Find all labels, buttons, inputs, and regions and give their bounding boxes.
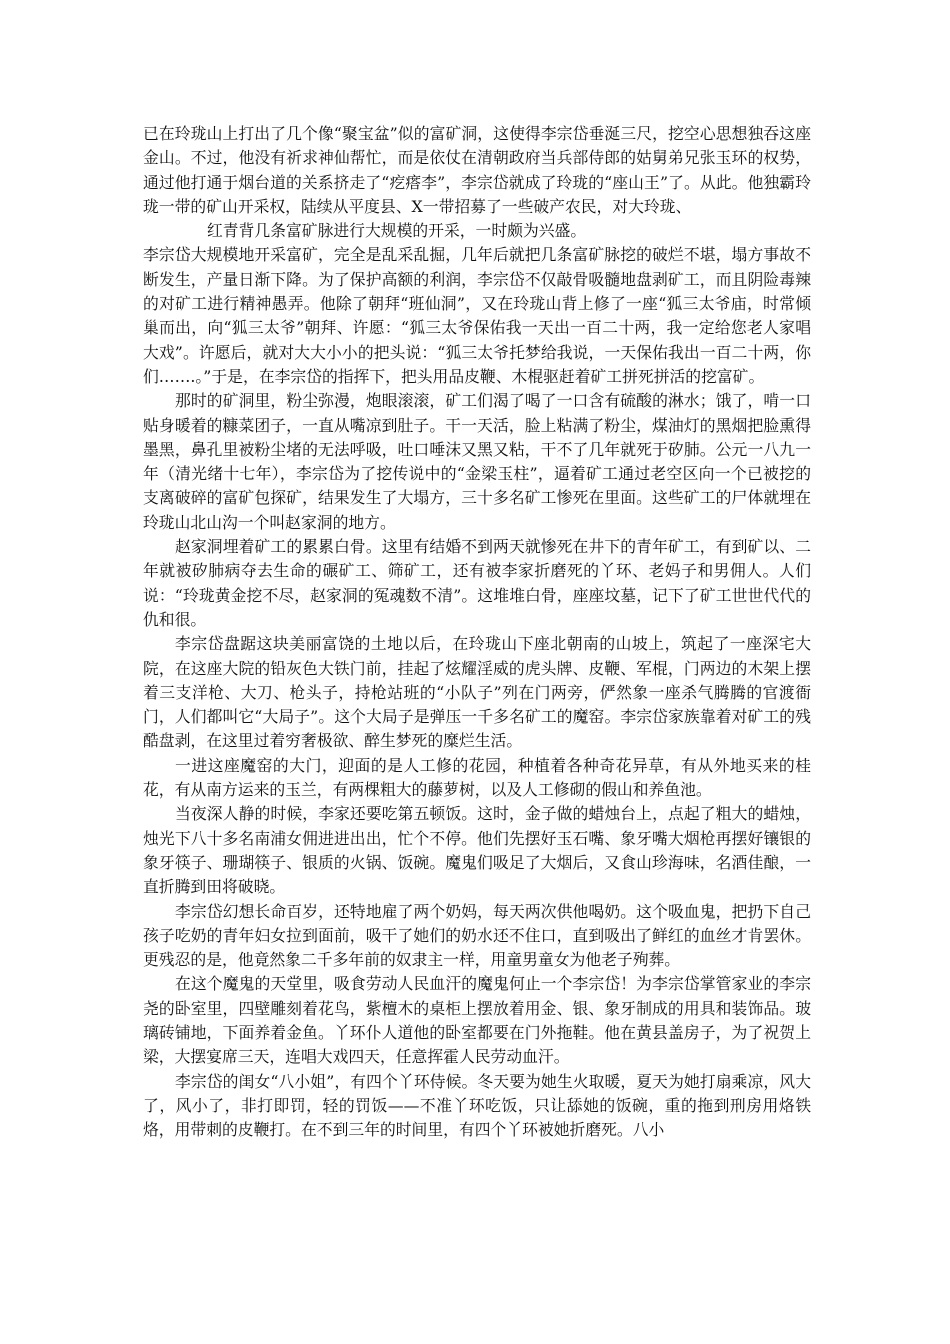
paragraph-5: 赵家洞埋着矿工的累累白骨。这里有结婚不到两天就惨死在井下的青年矿工，有到矿以、二年就被矽肺病夺去生命的碾矿工、筛矿工，还有被李家折磨死的丫环、老妈子和男佣人。人们说：“玲珑黄金挖不尽，赵家洞的冤魂数不清”。这堆堆白骨，座座坟墓，记下了矿工世世代代的仇和很。 xyxy=(143,537,811,629)
paragraph-1: 已在玲珑山上打出了几个像“聚宝盆”似的富矿洞，这使得李宗岱垂涎三尺，挖空心思想独吞这座金山。不过，他没有祈求神仙帮忙，而是依仗在清朝政府当兵部侍郎的姑舅弟兄张玉环的权势，通过他打通于烟台道的关系挤走了“疙瘩李”，李宗岱就成了玲珑的“座山王”了。从此。他独霸玲珑一带的矿山开采权，陆续从平度县、X一带招募了一些破产农民，对大玲珑、 xyxy=(143,124,811,216)
paragraph-10: 在这个魔鬼的天堂里，吸食劳动人民血汗的魔鬼何止一个李宗岱！为李宗岱掌管家业的李宗尧的卧室里，四壁雕刻着花鸟，紫檀木的桌柜上摆放着用金、银、象牙制成的用具和装饰品。玻璃砖铺地，下面养着金鱼。丫环仆人道他的卧室都要在门外拖鞋。他在黄县盖房子，为了祝贺上梁，大摆宴席三天，连唱大戏四天，任意挥霍人民劳动血汗。 xyxy=(143,974,811,1067)
document-page xyxy=(143,122,811,1142)
paragraph-8: 当夜深人静的时候，李家还要吃第五顿饭。这时，金子做的蜡烛台上，点起了粗大的蜡烛，烛光下八十多名南浦女佣进进出出，忙个不停。他们先摆好玉石嘴、象牙嘴大烟枪再摆好镶银的象牙筷子、珊瑚筷子、银质的火锅、饭碗。魔鬼们吸足了大烟后，又食山珍海味，名酒佳酿，一直折腾到田将破晓。 xyxy=(143,804,811,897)
paragraph-6: 李宗岱盘踞这块美丽富饶的土地以后，在玲珑山下座北朝南的山坡上，筑起了一座深宅大院，在这座大院的铅灰色大铁门前，挂起了炫耀淫威的虎头牌、皮鞭、军棍，门两边的木架上摆着三支洋枪、大刀、枪头子，持枪站班的“小队子”列在门两旁，俨然象一座杀气腾腾的官渡衙门，人们都叫它“大局子”。这个大局子是弹压一千多名矿工的魔窑。李宗岱家族靠着对矿工的残酷盘剥，在这里过着穷奢极欲、醉生梦死的糜烂生活。 xyxy=(143,634,811,751)
paragraph-9: 李宗岱幻想长命百岁，还特地雇了两个奶妈，每天两次供他喝奶。这个吸血鬼，把扔下自己孩子吃奶的青年妇女拉到面前，吸干了她们的奶水还不住口，直到吸出了鲜红的血丝才肯罢休。更残忍的是，他竟然象二千多年前的奴隶主一样，用童男童女为他老子殉葬。 xyxy=(143,901,811,970)
paragraph-4: 那时的矿洞里，粉尘弥漫，炮眼滚滚，矿工们渴了喝了一口含有硫酸的淋水；饿了，啃一口贴身暖着的糠菜团子，一直从嘴凉到肚子。干一天活，脸上粘满了粉尘，煤油灯的黑烟把脸熏得墨黑，鼻孔里被粉尘堵的无法呼吸，吐口唾沫又黑又粘，干不了几年就死于矽肺。公元一八九一年（清光绪十七年），李宗岱为了挖传说中的“金梁玉柱”，逼着矿工通过老空区向一个已被挖的支离破碎的富矿包探矿，结果发生了大塌方，三十多名矿工惨死在里面。这些矿工的尸体就埋在玲珑山北山沟一个叫赵家洞的地方。 xyxy=(143,391,811,532)
paragraph-7: 一进这座魔窑的大门，迎面的是人工修的花园，种植着各种奇花异草，有从外地买来的桂花，有从南方运来的玉兰，有两棵粗大的藤萝树，以及人工修砌的假山和养鱼池。 xyxy=(143,755,811,800)
paragraph-3: 李宗岱大规模地开采富矿，完全是乱采乱掘，几年后就把几条富矿脉挖的破烂不堪，塌方事故不断发生，产量日渐下降。为了保护高额的利润，李宗岱不仅敲骨吸髓地盘剥矿工，而且阴险毒辣的对矿工进行精神愚弄。他除了朝拜“班仙洞”，又在玲珑山背上修了一座“狐三太爷庙，时常倾巢而出，向“狐三太爷”朝拜、许愿：“狐三太爷保佑我一天出一百二十两，我一定给您老人家唱大戏”。许愿后，就对大大小小的把头说：“狐三太爷托梦给我说，一天保佑我出一百二十两，你们…….。”于是，在李宗岱的指挥下，把头用品皮鞭、木棍驱赶着矿工拼死拼活的挖富矿。 xyxy=(143,245,811,386)
paragraph-11: 李宗岱的闺女“八小姐”，有四个丫环侍候。冬天要为她生火取暖，夏天为她打扇乘凉，风大了，风小了，非打即罚，轻的罚饭——不准丫环吃饭，只让舔她的饭碗，重的拖到刑房用烙铁烙，用带刺的皮鞭打。在不到三年的时间里，有四个丫环被她折磨死。八小 xyxy=(143,1071,811,1140)
paragraph-2: 红青背几条富矿脉进行大规模的开采，一时颇为兴盛。 xyxy=(207,221,587,241)
